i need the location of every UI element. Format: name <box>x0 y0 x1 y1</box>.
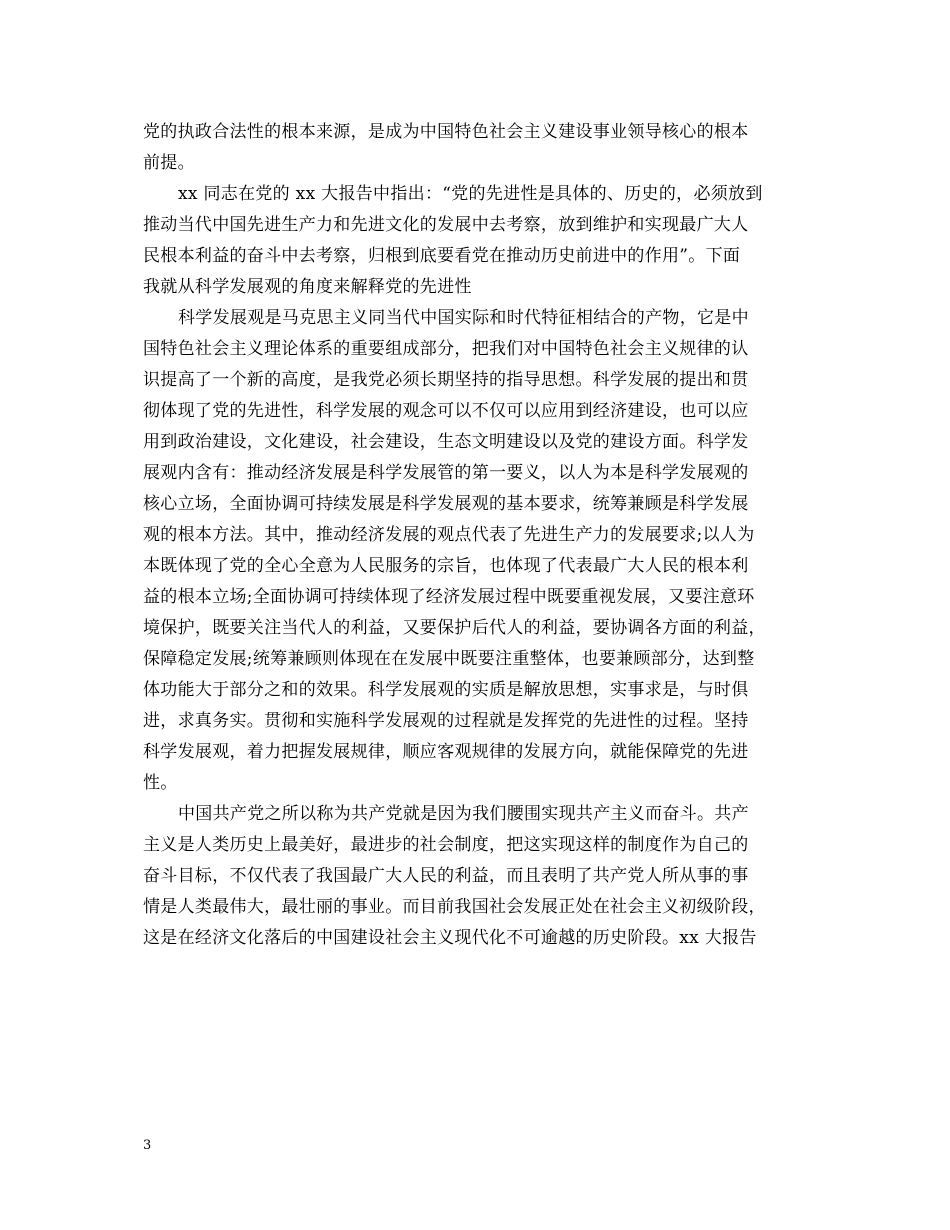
text-line: 中国共产党之所以称为共产党就是因为我们腰围实现共产主义而奋斗。共产 <box>178 804 749 824</box>
text-line: 情是人类最伟大，最壮丽的事业。而目前我国社会发展正处在社会主义初级阶段， <box>143 897 766 917</box>
text-line: 这是在经济文化落后的中国建设社会主义现代化不可逾越的历史阶段。xx 大报告 <box>143 928 757 948</box>
body-text <box>143 117 821 954</box>
page-number: 3 <box>143 1138 152 1153</box>
text-line: 保障稳定发展;统筹兼顾则体现在在发展中既要注重整体，也要兼顾部分，达到整 <box>143 649 755 669</box>
text-line: 观的根本方法。其中，推动经济发展的观点代表了先进生产力的发展要求;以人为 <box>143 525 755 545</box>
text-line: 体功能大于部分之和的效果。科学发展观的实质是解放思想，实事求是，与时俱 <box>143 680 749 700</box>
text-line: 用到政治建设，文化建设，社会建设，生态文明建设以及党的建设方面。科学发 <box>143 432 749 452</box>
text-line: xx 同志在党的 xx 大报告中指出：“党的先进性是具体的、历史的，必须放到 <box>178 184 763 204</box>
text-line: 党的执政合法性的根本来源，是成为中国特色社会主义建设事业领导核心的根本 <box>143 122 749 142</box>
text-line: 国特色社会主义理论体系的重要组成部分，把我们对中国特色社会主义规律的认 <box>143 339 749 359</box>
text-line: 前提。 <box>143 153 195 173</box>
text-line: 主义是人类历史上最美好，最进步的社会制度，把这实现这样的制度作为自己的 <box>143 835 749 855</box>
text-line: 我就从科学发展观的角度来解释党的先进性 <box>143 277 472 297</box>
text-line: 奋斗目标，不仅代表了我国最广大人民的利益，而且表明了共产党人所从事的事 <box>143 866 749 886</box>
text-line: 展观内含有：推动经济发展是科学发展管的第一要义，以人为本是科学发展观的 <box>143 463 749 483</box>
text-line: 识提高了一个新的高度，是我党必须长期坚持的指导思想。科学发展的提出和贯 <box>143 370 749 390</box>
text-line: 境保护，既要关注当代人的利益，又要保护后代人的利益，要协调各方面的利益， <box>143 618 766 638</box>
text-line: 推动当代中国先进生产力和先进文化的发展中去考察，放到维护和实现最广大人 <box>143 215 749 235</box>
text-line: 科学发展观是马克思主义同当代中国实际和时代特征相结合的产物，它是中 <box>178 308 749 328</box>
text-line: 民根本利益的奋斗中去考察，归根到底要看党在推动历史前进中的作用”。下面 <box>143 246 741 266</box>
text-line: 科学发展观，着力把握发展规律，顺应客观规律的发展方向，就能保障党的先进 <box>143 742 749 762</box>
text-line: 性。 <box>143 773 178 793</box>
text-line: 彻体现了党的先进性，科学发展的观念可以不仅可以应用到经济建设，也可以应 <box>143 401 749 421</box>
text-line: 本既体现了党的全心全意为人民服务的宗旨，也体现了代表最广大人民的根本利 <box>143 556 749 576</box>
text-line: 益的根本立场;全面协调可持续体现了经济发展过程中既要重视发展，又要注意环 <box>143 587 755 607</box>
text-line: 进，求真务实。贯彻和实施科学发展观的过程就是发挥党的先进性的过程。坚持 <box>143 711 749 731</box>
text-line: 核心立场，全面协调可持续发展是科学发展观的基本要求，统筹兼顾是科学发展 <box>143 494 749 514</box>
